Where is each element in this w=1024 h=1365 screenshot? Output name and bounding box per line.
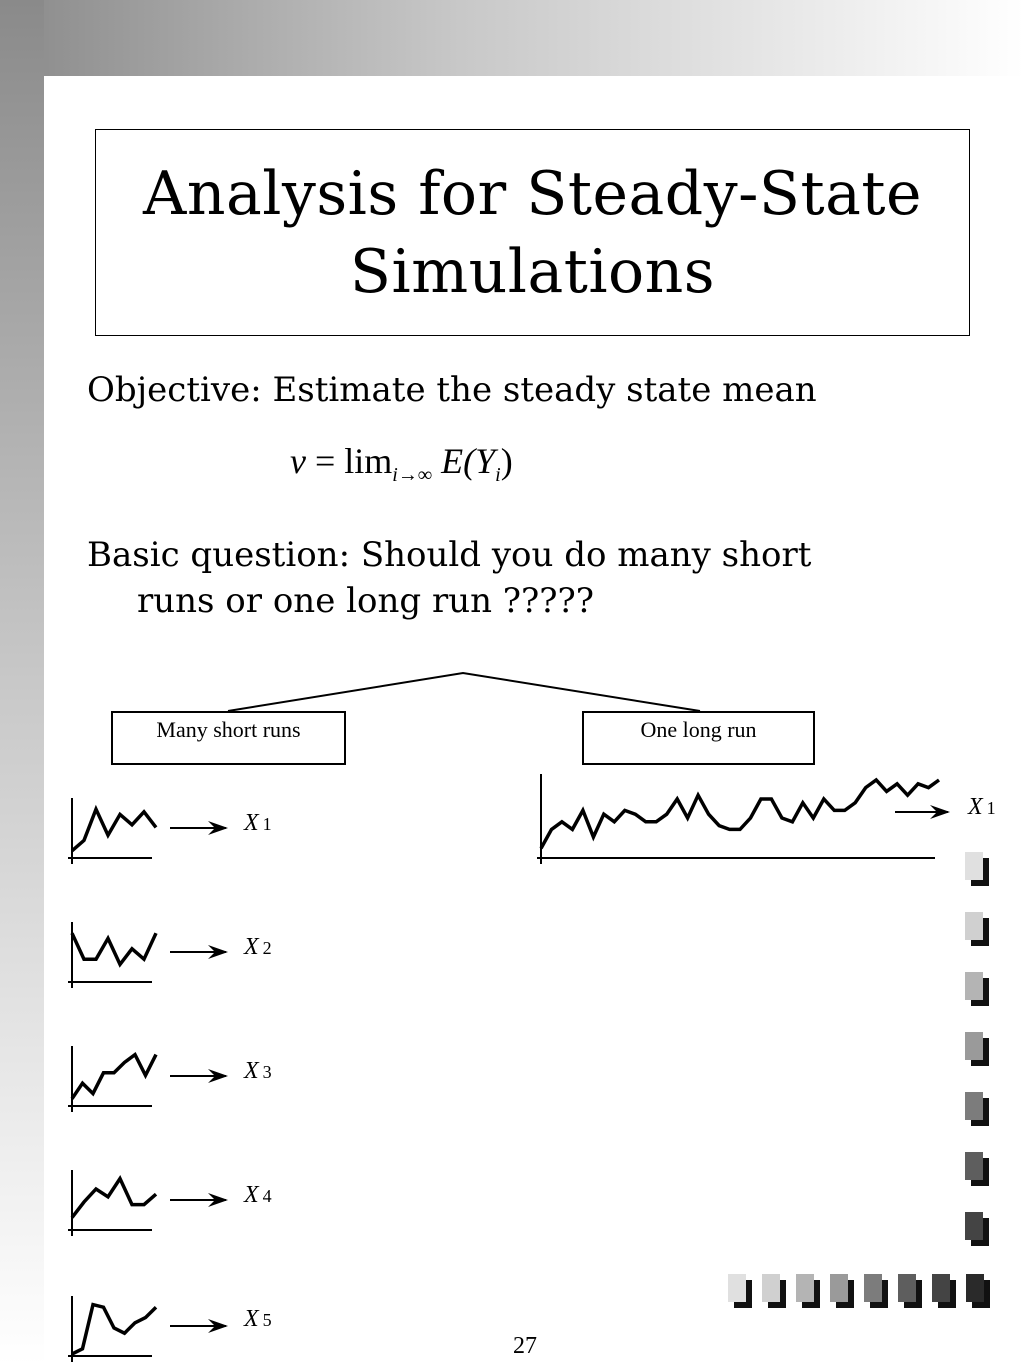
short-run-label-4	[244, 1182, 272, 1209]
deco-square	[965, 1032, 983, 1060]
title-line-2: Simulations	[349, 236, 716, 307]
short-run-sub-1: 1	[262, 814, 272, 834]
one-long-run-box	[582, 711, 815, 765]
short-run-4-trace	[72, 1179, 156, 1218]
short-run-label-5	[244, 1306, 272, 1333]
short-run-var-1: X	[244, 810, 259, 836]
deco-square	[965, 1212, 983, 1240]
formula-close: )	[500, 441, 513, 481]
short-run-3-trace	[72, 1055, 156, 1099]
deco-square	[965, 852, 983, 880]
deco-square	[932, 1274, 950, 1302]
formula-index-sub: i	[495, 464, 501, 487]
short-run-label-1	[244, 810, 272, 837]
deco-square	[796, 1274, 814, 1302]
many-short-runs-label: Many short runs	[156, 717, 301, 742]
short-run-var-2: X	[244, 934, 259, 960]
deco-square	[966, 1274, 984, 1302]
deco-square	[965, 1152, 983, 1180]
long-run-label	[968, 794, 996, 821]
many-short-runs-box	[111, 711, 346, 765]
short-run-5-trace	[72, 1305, 156, 1354]
deco-square	[965, 912, 983, 940]
deco-square	[965, 1092, 983, 1120]
short-run-sub-4: 4	[262, 1186, 272, 1206]
tree-branch-lines	[228, 673, 700, 711]
deco-square	[864, 1274, 882, 1302]
title-line-1: Analysis for Steady-State	[143, 158, 922, 229]
short-run-var-4: X	[244, 1182, 259, 1208]
question-line-1: Basic question: Should you do many short	[87, 535, 812, 575]
one-long-run-label: One long run	[640, 717, 757, 742]
short-run-sub-5: 5	[262, 1310, 272, 1330]
question-line-2: runs or one long run ?????	[137, 581, 594, 621]
formula-expectation: E(Y	[432, 441, 496, 481]
short-run-var-5: X	[244, 1306, 259, 1332]
deco-square	[965, 972, 983, 1000]
short-run-label-2	[244, 934, 272, 961]
formula-limit-sub: i→∞	[392, 464, 433, 487]
deco-square	[728, 1274, 746, 1302]
deco-square	[762, 1274, 780, 1302]
long-run-var: X	[968, 794, 983, 820]
short-run-sub-3: 3	[262, 1062, 272, 1082]
short-run-label-3	[244, 1058, 272, 1085]
formula-nu: ν	[290, 441, 306, 481]
deco-square	[830, 1274, 848, 1302]
short-run-2-trace	[72, 933, 156, 964]
page-number: 27	[513, 1333, 537, 1359]
objective-text: Objective: Estimate the steady state mean	[87, 370, 817, 410]
short-run-var-3: X	[244, 1058, 259, 1084]
deco-square	[898, 1274, 916, 1302]
formula-lim: = lim	[305, 441, 393, 481]
short-run-sub-2: 2	[262, 938, 272, 958]
long-run-trace	[541, 780, 939, 848]
short-run-1-trace	[72, 809, 156, 851]
long-run-sub: 1	[986, 798, 996, 818]
